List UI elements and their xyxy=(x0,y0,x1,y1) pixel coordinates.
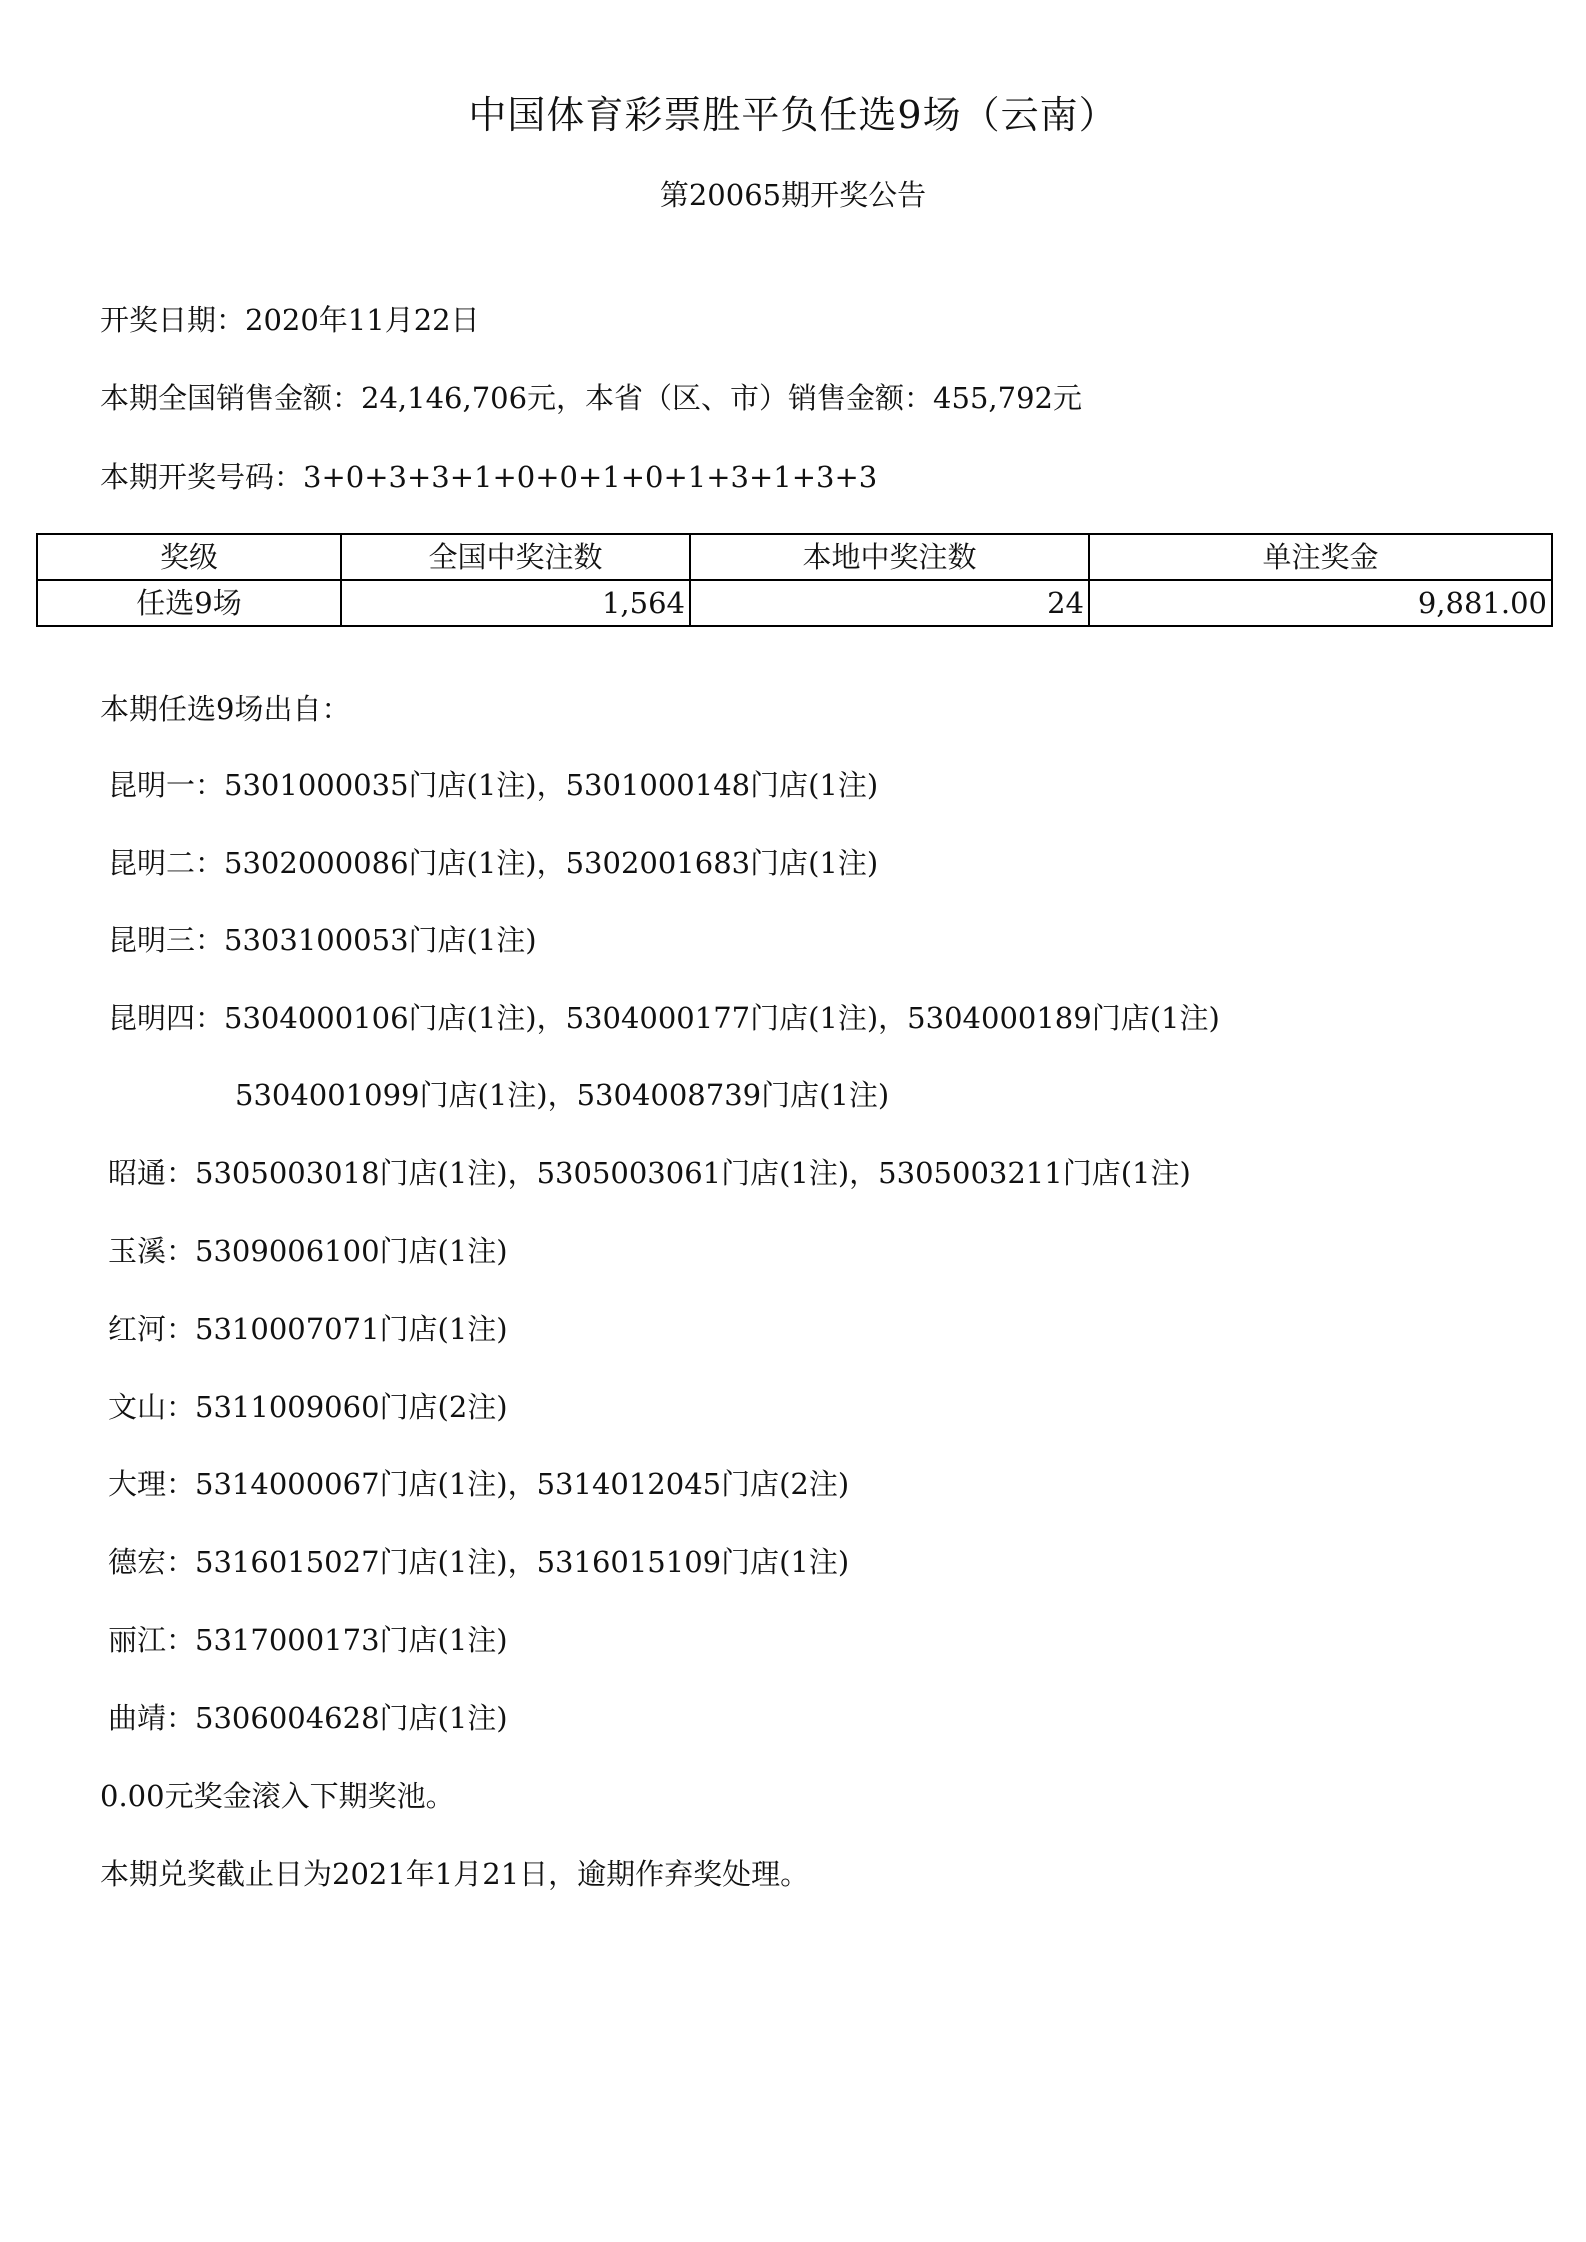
table-row xyxy=(37,580,1552,626)
prize-table xyxy=(36,533,1553,627)
shop-list: 5302000086门店(1注)，5302001683门店(1注) xyxy=(224,846,879,880)
header-prize-amount: 单注奖金 xyxy=(1089,534,1552,580)
winners-intro: 本期任选9场出自： xyxy=(100,692,351,726)
list-item xyxy=(108,841,878,882)
list-item xyxy=(108,918,537,959)
shop-list: 5305003018门店(1注)，5305003061门店(1注)，5305003211门店(1注) xyxy=(195,1156,1191,1190)
shop-list: 5303100053门店(1注) xyxy=(224,923,537,957)
shop-list: 5310007071门店(1注) xyxy=(195,1312,508,1346)
list-item xyxy=(108,1385,508,1426)
shop-list: 5304001099门店(1注)，5304008739门店(1注) xyxy=(235,1078,890,1112)
list-item xyxy=(108,1540,849,1581)
page-title: 中国体育彩票胜平负任选9场（云南） xyxy=(468,93,1118,137)
header-local-winners: 本地中奖注数 xyxy=(690,534,1089,580)
redemption-deadline: 本期兑奖截止日为2021年1月21日，逾期作弃奖处理。 xyxy=(100,1857,810,1891)
region-label: 文山： xyxy=(108,1390,196,1424)
region-label: 曲靖： xyxy=(108,1701,196,1735)
table-header-row xyxy=(37,534,1552,580)
sales-amount: 本期全国销售金额：24,146,706元，本省（区、市）销售金额：455,792元 xyxy=(100,381,1082,415)
list-item xyxy=(235,1073,889,1114)
shop-list: 5314000067门店(1注)，5314012045门店(2注) xyxy=(195,1467,850,1501)
region-label: 德宏： xyxy=(108,1545,196,1579)
region-label: 丽江： xyxy=(108,1623,196,1657)
region-label: 红河： xyxy=(108,1312,196,1346)
list-item xyxy=(108,1229,508,1270)
shop-list: 5316015027门店(1注)，5316015109门店(1注) xyxy=(195,1545,850,1579)
shop-list: 5317000173门店(1注) xyxy=(195,1623,508,1657)
shop-list: 5309006100门店(1注) xyxy=(195,1234,508,1268)
region-label: 大理： xyxy=(108,1467,196,1501)
list-item xyxy=(108,763,878,804)
region-label: 玉溪： xyxy=(108,1234,196,1268)
region-label: 昭通： xyxy=(108,1156,196,1190)
cell-local-winners: 24 xyxy=(690,580,1089,626)
issue-subtitle: 第20065期开奖公告 xyxy=(659,178,927,212)
cell-prize-level: 任选9场 xyxy=(37,580,341,626)
header-prize-level: 奖级 xyxy=(37,534,341,580)
shop-list: 5304000106门店(1注)，5304000177门店(1注)，5304000189门店(1注) xyxy=(224,1001,1220,1035)
rollover-note: 0.00元奖金滚入下期奖池。 xyxy=(100,1779,455,1813)
shop-list: 5311009060门店(2注) xyxy=(195,1390,508,1424)
list-item xyxy=(108,1618,508,1659)
cell-prize-amount: 9,881.00 xyxy=(1089,580,1552,626)
list-item xyxy=(108,1696,508,1737)
list-item xyxy=(108,1307,508,1348)
list-item xyxy=(108,996,1220,1037)
list-item xyxy=(108,1462,849,1503)
region-label: 昆明二： xyxy=(108,846,225,880)
region-label: 昆明三： xyxy=(108,923,225,957)
winning-numbers: 本期开奖号码：3+0+3+3+1+0+0+1+0+1+3+1+3+3 xyxy=(100,460,878,494)
region-label: 昆明四： xyxy=(108,1001,225,1035)
shop-list: 5301000035门店(1注)，5301000148门店(1注) xyxy=(224,768,879,802)
cell-national-winners: 1,564 xyxy=(341,580,690,626)
header-national-winners: 全国中奖注数 xyxy=(341,534,690,580)
draw-date: 开奖日期：2020年11月22日 xyxy=(100,303,480,337)
region-label: 昆明一： xyxy=(108,768,225,802)
list-item xyxy=(108,1151,1191,1192)
shop-list: 5306004628门店(1注) xyxy=(195,1701,508,1735)
